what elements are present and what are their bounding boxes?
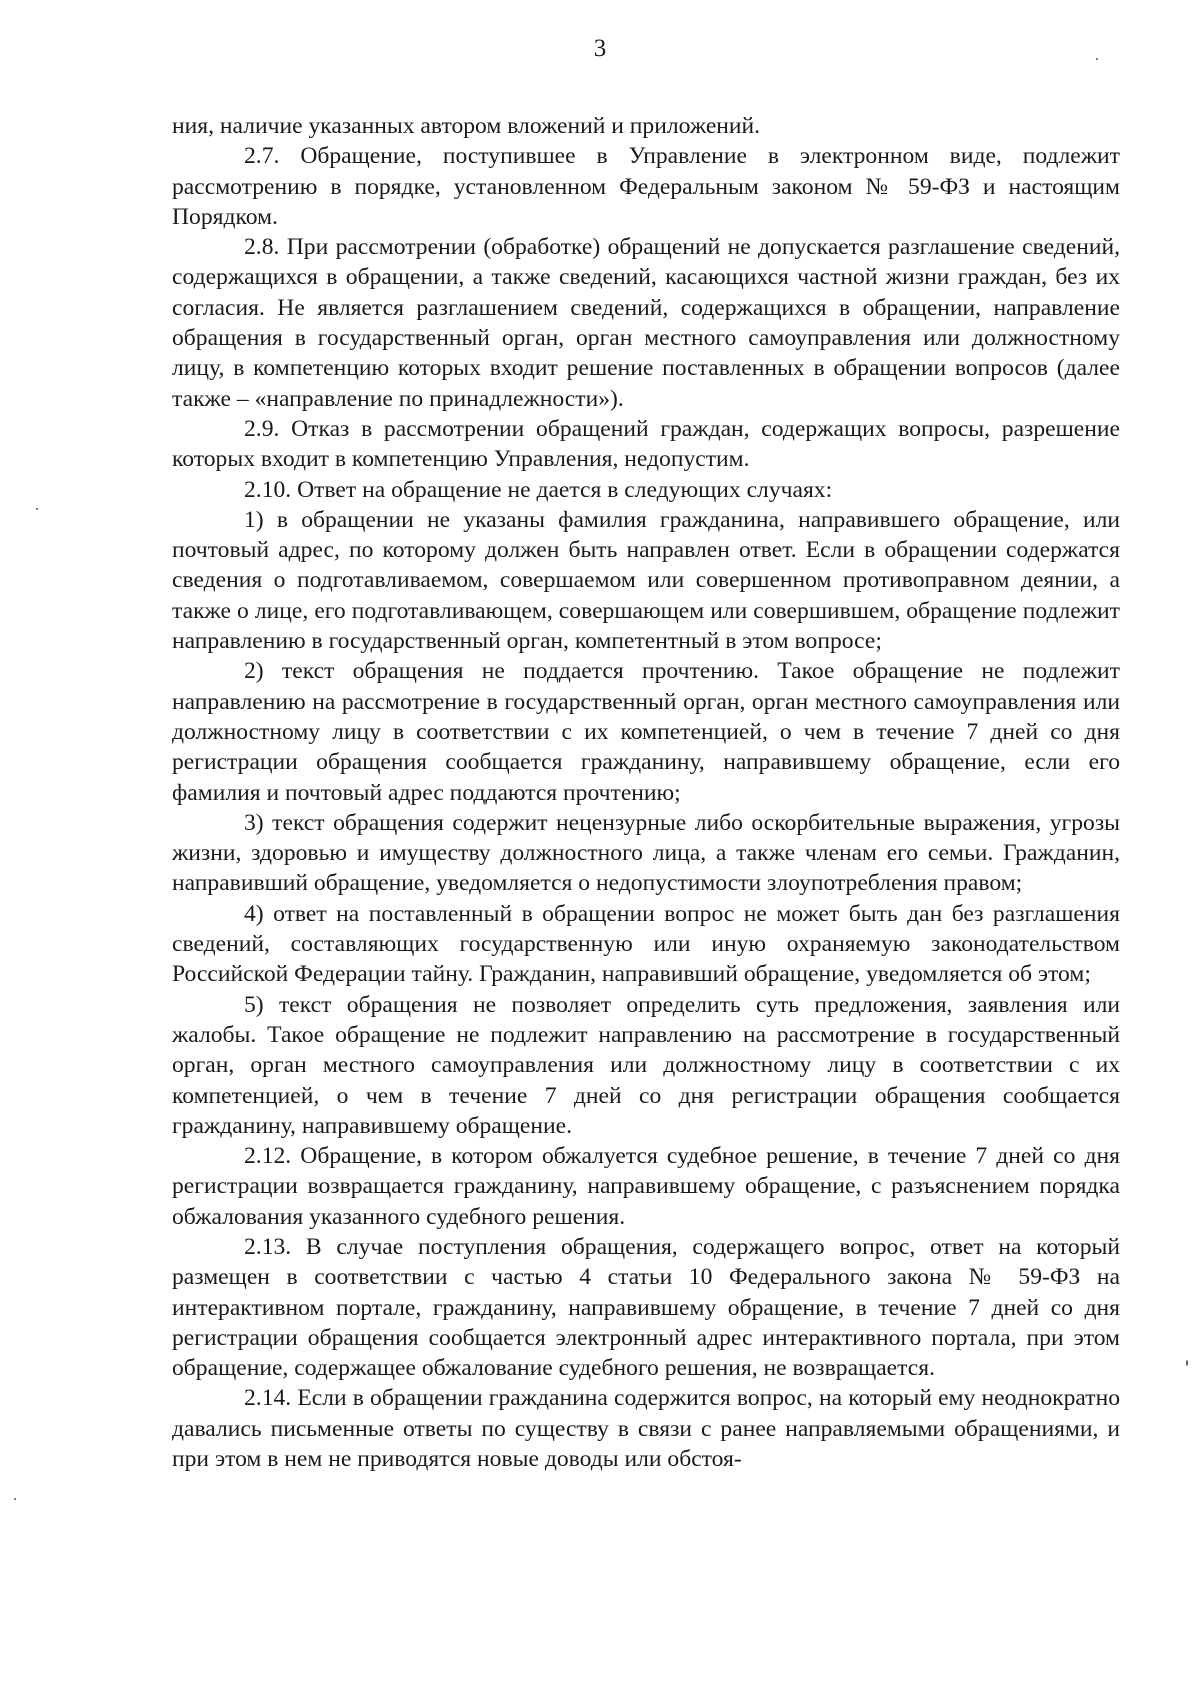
paragraph-2-8: 2.8. При рассмотрении (обработке) обращений не допускается разглашение сведений, содержащихся в обращении, а также сведений, касающихся частной жизни граждан, без их согласия. Не является разглашением сведений, содержащихся в обращении, направление обращения в государственный орган, орган местного самоуправления или должностному лицу, в компетенцию которых входит решение поставленных в обращении вопросов (далее также – «направление по принадлежности»). <box>172 234 1120 412</box>
list-item-3: 3) текст обращения содержит нецензурные либо оскорбительные выражения, угрозы жизни, здоровью и имуществу должностного лица, а также членам его семьи. Гражданин, направивший обращение, уведомляется о недопустимости злоупотребления правом; <box>172 809 1120 897</box>
scan-speck <box>1186 1360 1188 1366</box>
paragraph-continuation: ния, наличие указанных автором вложений и приложений. <box>172 113 761 139</box>
list-item-4: 4) ответ на поставленный в обращении вопрос не может быть дан без разглашения сведений, составляющих государственную или иную охраняемую законодательством Российской Федерации тайну. Гражданин, направивший обращение, уведомляется об этом; <box>172 900 1120 988</box>
paragraph-2-13: 2.13. В случае поступления обращения, содержащего вопрос, ответ на который размещен в соответствии с частью 4 статьи 10 Федерального закона № 59-ФЗ на интерактивном портале, гражданину, направившему обращение, в течение 7 дней со дня регистрации обращения сообщается электронный адрес интерактивного портала, при этом обращение, содержащее обжалование судебного решения, не возвращается. <box>172 1233 1120 1382</box>
paragraph-2-10: 2.10. Ответ на обращение не дается в следующих случаях: <box>244 476 833 503</box>
scan-speck <box>36 508 38 510</box>
document-body <box>172 111 1120 1474</box>
list-item-2: 2) текст обращения не поддается прочтению. Такое обращение не подлежит направлению на рассмотрение в государственный орган, орган местного самоуправления или должностному лицу в соответствии с их компетенцией, о чем в течение 7 дней со дня регистрации обращения сообщается гражданину, направившему обращение, если его фамилия и почтовый адрес поддаются прочтению; <box>172 658 1120 806</box>
list-item-5: 5) текст обращения не позволяет определить суть предложения, заявления или жалобы. Такое обращение не подлежит направлению на рассмотрение в государственный орган, орган местного самоуправления или должностному лицу в соответствии с их компетенцией, о чем в течение 7 дней со дня регистрации обращения сообщается гражданину, направившему обращение. <box>172 991 1120 1139</box>
paragraph-2-14: 2.14. Если в обращении гражданина содержится вопрос, на который ему неоднократно давались письменные ответы по существу в связи с ранее направляемыми обращениями, и при этом в нем не приводятся новые доводы или обстоя- <box>172 1385 1120 1473</box>
paragraph-2-12: 2.12. Обращение, в котором обжалуется судебное решение, в течение 7 дней со дня регистрации возвращается гражданину, направившему обращение, с разъяснением порядка обжалования указанного судебного решения. <box>172 1143 1120 1230</box>
scan-speck <box>14 1498 16 1500</box>
scan-speck <box>1096 58 1098 60</box>
page-number: 3 <box>593 35 607 62</box>
paragraph-2-7: 2.7. Обращение, поступившее в Управление в электронном виде, подлежит рассмотрению в порядке, установленном Федеральным законом № 59-ФЗ и настоящим Порядком. <box>172 143 1120 230</box>
list-item-1: 1) в обращении не указаны фамилия гражданина, направившего обращение, или почтовый адрес, по которому должен быть направлен ответ. Если в обращении содержатся сведения о подготавливаемом, совершаемом или совершенном противоправном деянии, а также о лице, его подготавливающем, совершающем или совершившем, обращение подлежит направлению в государственный орган, компетентный в этом вопросе; <box>172 506 1120 655</box>
paragraph-2-9: 2.9. Отказ в рассмотрении обращений граждан, содержащих вопросы, разрешение которых входит в компетенцию Управления, недопустим. <box>172 415 1120 473</box>
